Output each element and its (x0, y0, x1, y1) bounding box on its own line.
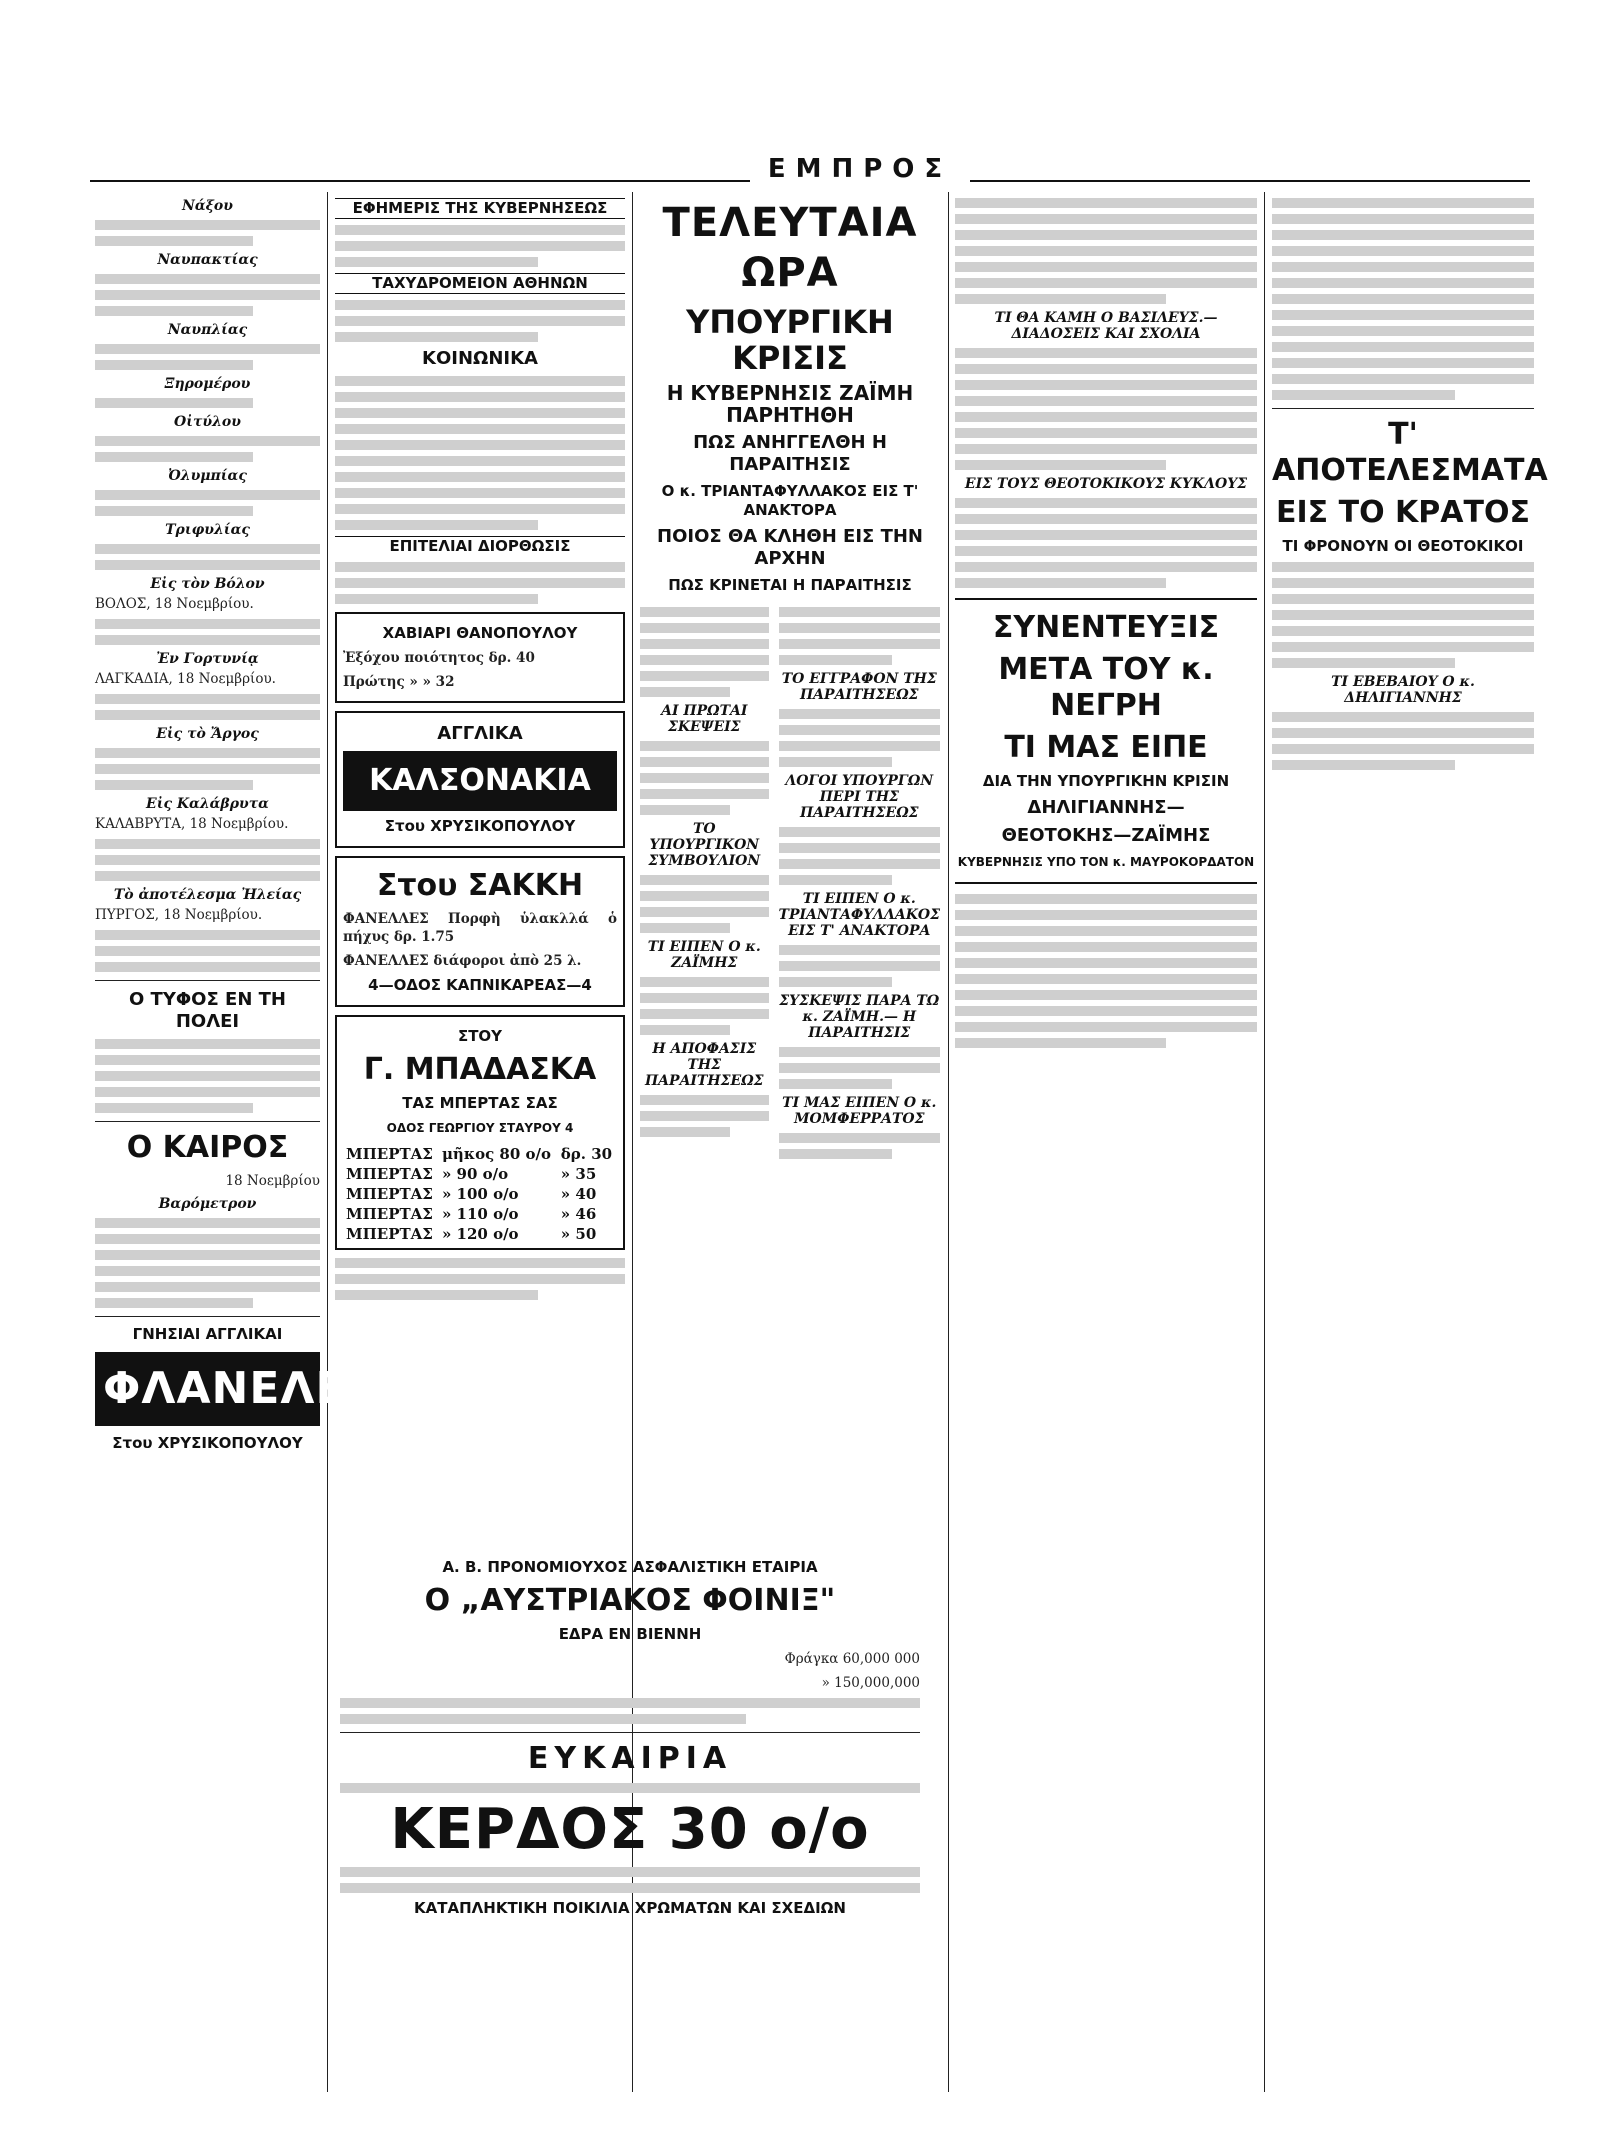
advert-address: 4—ΟΔΟΣ ΚΑΠΝΙΚΑΡΕΑΣ—4 (368, 976, 592, 994)
price-size: μῆκος 80 ο/ο (441, 1145, 552, 1163)
advert-word: ΚΑΛΣΟΝΑΚΙΑ (369, 763, 591, 798)
illegible-text (1272, 728, 1534, 738)
section-heading: Τὸ ἀποτέλεσμα Ἠλείας (113, 887, 302, 903)
illegible-text (779, 655, 892, 665)
price-label: ΜΠΕΡΤΑΣ (346, 1185, 433, 1203)
price-label: ΜΠΕΡΤΑΣ (346, 1225, 433, 1243)
illegible-text (955, 444, 1257, 454)
dateline: ΒΟΛΟΣ, 18 Νοεμβρίου. (95, 596, 254, 612)
insurance-amount: Φράγκα 60,000 000 (784, 1651, 920, 1667)
illegible-text (640, 805, 730, 815)
illegible-text (1272, 760, 1455, 770)
illegible-text (95, 306, 253, 316)
illegible-text (95, 1103, 253, 1113)
illegible-text (95, 855, 320, 865)
illegible-text (640, 607, 769, 617)
illegible-text (1272, 610, 1534, 620)
article-subheading: ΕΙΣ ΤΟΥΣ ΘΕΟΤΟΚΙΚΟΥΣ ΚΥΚΛΟΥΣ (964, 476, 1248, 492)
illegible-text (640, 923, 730, 933)
opportunity-heading: ΕΥΚΑΙΡΙΑ (527, 1741, 733, 1776)
illegible-text (779, 1133, 940, 1143)
masthead-title: ΕΜΠΡΟΣ (750, 154, 970, 184)
illegible-text (955, 578, 1166, 588)
lead-story (640, 192, 940, 1522)
divider (95, 1121, 320, 1122)
illegible-text (95, 635, 320, 645)
column-rule (327, 192, 328, 2092)
illegible-text (1272, 230, 1534, 240)
illegible-text (955, 546, 1257, 556)
section-heading: Τριφυλίας (165, 522, 250, 538)
illegible-text (1272, 262, 1534, 272)
illegible-text (95, 946, 320, 956)
illegible-text (640, 875, 769, 885)
illegible-text (955, 262, 1257, 272)
divider (95, 1316, 320, 1317)
correction-heading: ΕΠΙΤΕΛΙΑΙ ΔΙΟΡΘΩΣΙΣ (335, 536, 625, 556)
illegible-text (95, 544, 320, 554)
typhus-heading: Ο ΤΥΦΟΣ ΕΝ ΤΗ ΠΟΛΕΙ (128, 989, 287, 1032)
price-value: » 35 (560, 1165, 597, 1183)
insurance-line: Α. Β. ΠΡΟΝΟΜΙΟΥΧΟΣ ΑΣΦΑΛΙΣΤΙΚΗ ΕΤΑΙΡΙΑ (442, 1558, 818, 1576)
illegible-text (640, 741, 769, 751)
illegible-text (340, 1714, 746, 1724)
price-size: » 100 ο/ο (441, 1185, 519, 1203)
illegible-text (95, 344, 320, 354)
article-subheading: ΑΙ ΠΡΩΤΑΙ ΣΚΕΨΕΙΣ (661, 703, 748, 735)
illegible-text (779, 1047, 940, 1057)
divider (95, 980, 320, 981)
illegible-text (779, 757, 892, 767)
headline-resignation: Η ΚΥΒΕΡΝΗΣΙΣ ΖΑΪΜΗ ΠΑΡΗΤΗΘΗ (666, 381, 914, 427)
weather-heading: Ο ΚΑΙΡΟΣ (126, 1130, 289, 1165)
article-subheading: ΣΥΣΚΕΨΙΣ ΠΑΡΑ ΤΩ κ. ΖΑΪΜΗ.— Η ΠΑΡΑΙΤΗΣΙΣ (779, 993, 940, 1041)
advert-footer: Στου ΧΡΥΣΙΚΟΠΟΥΛΟΥ (384, 817, 576, 835)
illegible-text (340, 1783, 920, 1793)
illegible-text (955, 1038, 1166, 1048)
illegible-text (1272, 278, 1534, 288)
illegible-text (779, 725, 940, 735)
illegible-text (779, 1063, 940, 1073)
illegible-text (955, 910, 1257, 920)
illegible-text (95, 1234, 320, 1244)
dateline: ΚΑΛΑΒΡΥΤΑ, 18 Νοεμβρίου. (95, 816, 289, 832)
illegible-text (95, 1071, 320, 1081)
column-1 (95, 192, 378, 2122)
illegible-text (955, 894, 1257, 904)
illegible-text (95, 436, 320, 446)
section-heading: Ξηρομέρου (164, 376, 251, 392)
illegible-text (95, 930, 320, 940)
illegible-text (95, 490, 320, 500)
illegible-text (1272, 390, 1455, 400)
results-subheading: ΤΙ ΕΒΕΒΑΙΟΥ Ο κ. ΔΗΛΙΓΙΑΝΝΗΣ (1331, 674, 1475, 706)
article-subheading: ΤΙ ΕΙΠΕΝ Ο κ. ΤΡΙΑΝΤΑΦΥΛΛΑΚΟΣ ΕΙΣ Τ' ΑΝΑΚΤΟΡΑ (778, 891, 941, 939)
illegible-text (640, 1111, 769, 1121)
price-value: » 50 (560, 1225, 597, 1243)
illegible-text (955, 246, 1257, 256)
divider (340, 1732, 920, 1733)
post-heading: ΤΑΧΥΔΡΟΜΕΙΟΝ ΑΘΗΝΩΝ (335, 273, 625, 294)
illegible-text (95, 360, 253, 370)
advert-line: Πρώτης » » 32 (343, 674, 455, 690)
insurance-amount: » 150,000,000 (821, 1675, 920, 1691)
illegible-text (640, 773, 769, 783)
illegible-text (1272, 578, 1534, 588)
illegible-text (95, 220, 320, 230)
illegible-text (955, 198, 1257, 208)
profit-word: ΚΕΡΔΟΣ 30 ο/ο (390, 1797, 870, 1862)
price-value: » 46 (560, 1205, 597, 1223)
section-heading: Νάξου (182, 198, 233, 214)
price-size: » 90 ο/ο (441, 1165, 509, 1183)
illegible-text (1272, 626, 1534, 636)
illegible-text (779, 977, 892, 987)
illegible-text (95, 1250, 320, 1260)
interview-heading: ΜΕΤΑ ΤΟΥ κ. ΝΕΓΡΗ (998, 652, 1214, 723)
insurance-seat: ΕΔΡΑ ΕΝ ΒΙΕΝΝΗ (558, 1625, 702, 1643)
section-heading: Εἰς τὸν Βόλον (150, 576, 265, 592)
article-subheading: ΤΙ ΜΑΣ ΕΙΠΕΝ Ο κ. ΜΟΜΦΕΡΡΑΤΟΣ (782, 1095, 937, 1127)
illegible-text (95, 274, 320, 284)
weather-subheading: Βαρόμετρον (158, 1196, 257, 1212)
headline-judged: ΠΩΣ ΚΡΙΝΕΤΑΙ Η ΠΑΡΑΙΤΗΣΙΣ (668, 576, 912, 594)
illegible-text (95, 1266, 320, 1276)
illegible-text (955, 348, 1257, 358)
illegible-text (95, 1298, 253, 1308)
section-heading: Εἰς τὸ Ἄργος (156, 726, 259, 742)
headline-last-hour: ΤΕΛΕΥΤΑΙΑ ΩΡΑ (662, 200, 918, 296)
illegible-text (640, 639, 769, 649)
article-subheading: ΤΟ ΕΓΓΡΑΦΟΝ ΤΗΣ ΠΑΡΑΙΤΗΣΕΩΣ (781, 671, 937, 703)
illegible-text (955, 958, 1257, 968)
illegible-text (95, 236, 253, 246)
illegible-text (955, 514, 1257, 524)
illegible-text (95, 560, 320, 570)
illegible-text (955, 412, 1257, 422)
illegible-text (1272, 246, 1534, 256)
article-subheading: Η ΑΠΟΦΑΣΙΣ ΤΗΣ ΠΑΡΑΙΤΗΣΕΩΣ (644, 1041, 764, 1089)
illegible-text (779, 859, 940, 869)
illegible-text (779, 843, 940, 853)
illegible-text (1272, 342, 1534, 352)
illegible-text (779, 623, 940, 633)
column-3 (360, 192, 940, 2122)
illegible-text (1272, 310, 1534, 320)
illegible-text (95, 452, 253, 462)
price-label: ΜΠΕΡΤΑΣ (346, 1145, 433, 1163)
illegible-text (779, 741, 940, 751)
illegible-text (1272, 562, 1534, 572)
illegible-text (1272, 594, 1534, 604)
section-heading: Οἰτύλου (174, 414, 241, 430)
illegible-text (640, 1127, 730, 1137)
results-heading: Τ' ΑΠΟΤΕΛΕΣΜΑΤΑ (1272, 417, 1548, 488)
illegible-text (955, 974, 1257, 984)
illegible-text (955, 926, 1257, 936)
illegible-text (955, 990, 1257, 1000)
illegible-text (955, 530, 1257, 540)
interview-subheading: ΚΥΒΕΡΝΗΣΙΣ ΥΠΟ ΤΟΝ κ. ΜΑΥΡΟΚΟΡΔΑΤΟΝ (957, 855, 1255, 869)
interview-heading: ΣΥΝΕΝΤΕΥΞΙΣ (992, 610, 1220, 645)
advert-line: ΦΑΝΕΛΛΕΣ διάφοροι ἀπὸ 25 λ. (343, 953, 582, 969)
dateline: ΛΑΓΚΑΔΙΑ, 18 Νοεμβρίου. (95, 671, 276, 687)
illegible-text (640, 687, 730, 697)
illegible-text (955, 294, 1166, 304)
article-subheading: ΤΙ ΘΑ ΚΑΜΗ Ο ΒΑΣΙΛΕΥΣ.— ΔΙΑΔΟΣΕΙΣ ΚΑΙ ΣΧΟΛΙΑ (994, 310, 1218, 342)
illegible-text (955, 278, 1257, 288)
illegible-text (955, 214, 1257, 224)
price-label: ΜΠΕΡΤΑΣ (346, 1205, 433, 1223)
interview-box (955, 598, 1257, 884)
advert-word: ΦΛΑΝΕΛΕΣ (103, 1363, 378, 1414)
price-value: δρ. 30 (560, 1145, 613, 1163)
illegible-text (95, 1055, 320, 1065)
illegible-text (955, 396, 1257, 406)
illegible-text (955, 230, 1257, 240)
column-rule (1264, 192, 1265, 2092)
illegible-text (640, 757, 769, 767)
illegible-text (95, 398, 253, 408)
illegible-text (640, 907, 769, 917)
illegible-text (340, 1698, 920, 1708)
illegible-text (779, 827, 940, 837)
masthead (90, 150, 1530, 190)
gov-gazette-heading: ΕΦΗΜΕΡΙΣ ΤΗΣ ΚΥΒΕΡΝΗΣΕΩΣ (335, 198, 625, 219)
illegible-text (95, 839, 320, 849)
illegible-text (640, 789, 769, 799)
column-rule (948, 192, 949, 2092)
illegible-text (95, 1087, 320, 1097)
illegible-text (955, 460, 1166, 470)
illegible-text (779, 961, 940, 971)
illegible-text (95, 748, 320, 758)
illegible-text (640, 671, 769, 681)
advert-top: ΣΤΟΥ (457, 1027, 503, 1045)
illegible-text (779, 945, 940, 955)
illegible-text (640, 655, 769, 665)
illegible-text (1272, 198, 1534, 208)
illegible-text (95, 780, 253, 790)
illegible-text (955, 380, 1257, 390)
illegible-text (95, 1218, 320, 1228)
opportunity-footer: ΚΑΤΑΠΛΗΚΤΙΚΗ ΠΟΙΚΙΛΙΑ ΧΡΩΜΑΤΩΝ ΚΑΙ ΣΧΕΔΙΩΝ (414, 1899, 846, 1917)
illegible-text (1272, 214, 1534, 224)
illegible-text (95, 764, 320, 774)
advert-line: ΦΑΝΕΛΛΕΣ Πορφὴ ὑλακλλά ὁ πήχυς δρ. 1.75 (343, 911, 617, 945)
illegible-text (955, 1006, 1257, 1016)
headline-palace: Ο κ. ΤΡΙΑΝΤΑΦΥΛΛΑΚΟΣ ΕΙΣ Τ' ΑΝΑΚΤΟΡΑ (661, 482, 919, 519)
section-heading: Ἐν Γορτυνίᾳ (156, 651, 259, 667)
divider (1272, 408, 1534, 409)
illegible-text (955, 428, 1257, 438)
advert-line: Ἐξόχου ποιότητος δρ. 40 (343, 650, 535, 666)
article-subheading: ΤΙ ΕΙΠΕΝ Ο κ. ΖΑΪΜΗΣ (647, 939, 761, 971)
weather-date: 18 Νοεμβρίου (225, 1173, 320, 1189)
illegible-text (1272, 358, 1534, 368)
advert-address: ΟΔΟΣ ΓΕΩΡΓΙΟΥ ΣΤΑΥΡΟΥ 4 (386, 1121, 574, 1135)
interview-subheading: ΔΗΛΙΓΙΑΝΝΗΣ— (1027, 797, 1185, 818)
illegible-text (640, 1025, 730, 1035)
section-heading: Εἰς Καλάβρυτα (146, 796, 269, 812)
dateline: ΠΥΡΓΟΣ, 18 Νοεμβρίου. (95, 907, 263, 923)
interview-heading: ΤΙ ΜΑΣ ΕΙΠΕ (1004, 730, 1208, 765)
interview-subheading: ΔΙΑ ΤΗΝ ΥΠΟΥΡΓΙΚΗΝ ΚΡΙΣΙΝ (982, 772, 1230, 790)
illegible-text (640, 977, 769, 987)
illegible-text (640, 891, 769, 901)
article-column-right (779, 601, 940, 1165)
advert-title: Στου ΣΑΚΚΗ (376, 868, 584, 903)
interview-subheading: ΘΕΟΤΟΚΗΣ—ΖΑΪΜΗΣ (1001, 825, 1211, 846)
illegible-text (95, 962, 320, 972)
price-label: ΜΠΕΡΤΑΣ (346, 1165, 433, 1183)
illegible-text (640, 993, 769, 1003)
headline-ministerial-crisis: ΥΠΟΥΡΓΙΚΗ ΚΡΙΣΙΣ (686, 303, 894, 377)
illegible-text (640, 1009, 769, 1019)
insurance-advert (340, 1552, 920, 1924)
illegible-text (955, 942, 1257, 952)
column-4 (955, 192, 1257, 2122)
article-subheading: ΛΟΓΟΙ ΥΠΟΥΡΓΩΝ ΠΕΡΙ ΤΗΣ ΠΑΡΑΙΤΗΣΕΩΣ (785, 773, 934, 821)
illegible-text (640, 1095, 769, 1105)
article-body (640, 601, 940, 1165)
illegible-text (95, 871, 320, 881)
article-column-left (640, 601, 769, 1165)
section-heading: Ναυπλίας (167, 322, 248, 338)
illegible-text (95, 290, 320, 300)
illegible-text (1272, 374, 1534, 384)
illegible-text (1272, 712, 1534, 722)
headline-who-will-be-called: ΠΟΙΟΣ ΘΑ ΚΛΗΘΗ ΕΙΣ ΤΗΝ ΑΡΧΗΝ (657, 526, 923, 569)
illegible-text (1272, 326, 1534, 336)
results-heading: ΕΙΣ ΤΟ ΚΡΑΤΟΣ (1276, 495, 1530, 530)
illegible-text (340, 1883, 920, 1893)
column-5 (1272, 192, 1548, 2122)
section-heading: Ὀλυμπίας (168, 468, 247, 484)
illegible-text (955, 1022, 1257, 1032)
article-subheading: ΤΟ ΥΠΟΥΡΓΙΚΟΝ ΣΥΜΒΟΥΛΙΟΝ (648, 821, 761, 869)
flannel-advert (95, 1352, 378, 1426)
illegible-text (779, 607, 940, 617)
section-heading: Ναυπακτίας (157, 252, 258, 268)
illegible-text (640, 623, 769, 633)
illegible-text (1272, 744, 1534, 754)
illegible-text (955, 498, 1257, 508)
illegible-text (779, 709, 940, 719)
illegible-text (1272, 658, 1455, 668)
illegible-text (955, 364, 1257, 374)
illegible-text (779, 639, 940, 649)
illegible-text (779, 875, 892, 885)
price-size: » 120 ο/ο (441, 1225, 519, 1243)
illegible-text (95, 619, 320, 629)
illegible-text (95, 694, 320, 704)
illegible-text (955, 562, 1257, 572)
illegible-text (340, 1867, 920, 1877)
price-value: » 40 (560, 1185, 597, 1203)
advert-heading: ΓΝΗΣΙΑΙ ΑΓΓΛΙΚΑΙ (132, 1325, 283, 1343)
advert-title: ΑΓΓΛΙΚΑ (437, 723, 523, 744)
advert-subtitle: ΤΑΣ ΜΠΕΡΤΑΣ ΣΑΣ (402, 1094, 558, 1112)
advert-footer: Στου ΧΡΥΣΙΚΟΠΟΥΛΟΥ (112, 1434, 303, 1452)
illegible-text (95, 506, 253, 516)
results-subheading: ΤΙ ΦΡΟΝΟΥΝ ΟΙ ΘΕΟΤΟΚΙΚΟΙ (1282, 537, 1524, 555)
advert-title: ΧΑΒΙΑΡΙ ΘΑΝΟΠΟΥΛΟΥ (382, 624, 578, 642)
social-heading: ΚΟΙΝΩΝΙΚΑ (422, 348, 538, 369)
illegible-text (779, 1149, 892, 1159)
illegible-text (1272, 294, 1534, 304)
illegible-text (1272, 642, 1534, 652)
insurance-name: Ο „ΑΥΣΤΡΙΑΚΟΣ ΦΟΙΝΙΞ" (424, 1583, 836, 1618)
illegible-text (95, 1039, 320, 1049)
illegible-text (779, 1079, 892, 1089)
price-size: » 110 ο/ο (441, 1205, 519, 1223)
headline-how-announced: ΠΩΣ ΑΝΗΓΓΕΛΘΗ Η ΠΑΡΑΙΤΗΣΙΣ (693, 432, 887, 475)
illegible-text (95, 710, 320, 720)
illegible-text (95, 1282, 320, 1292)
advert-title: Γ. ΜΠΑΔΑΣΚΑ (363, 1052, 597, 1087)
